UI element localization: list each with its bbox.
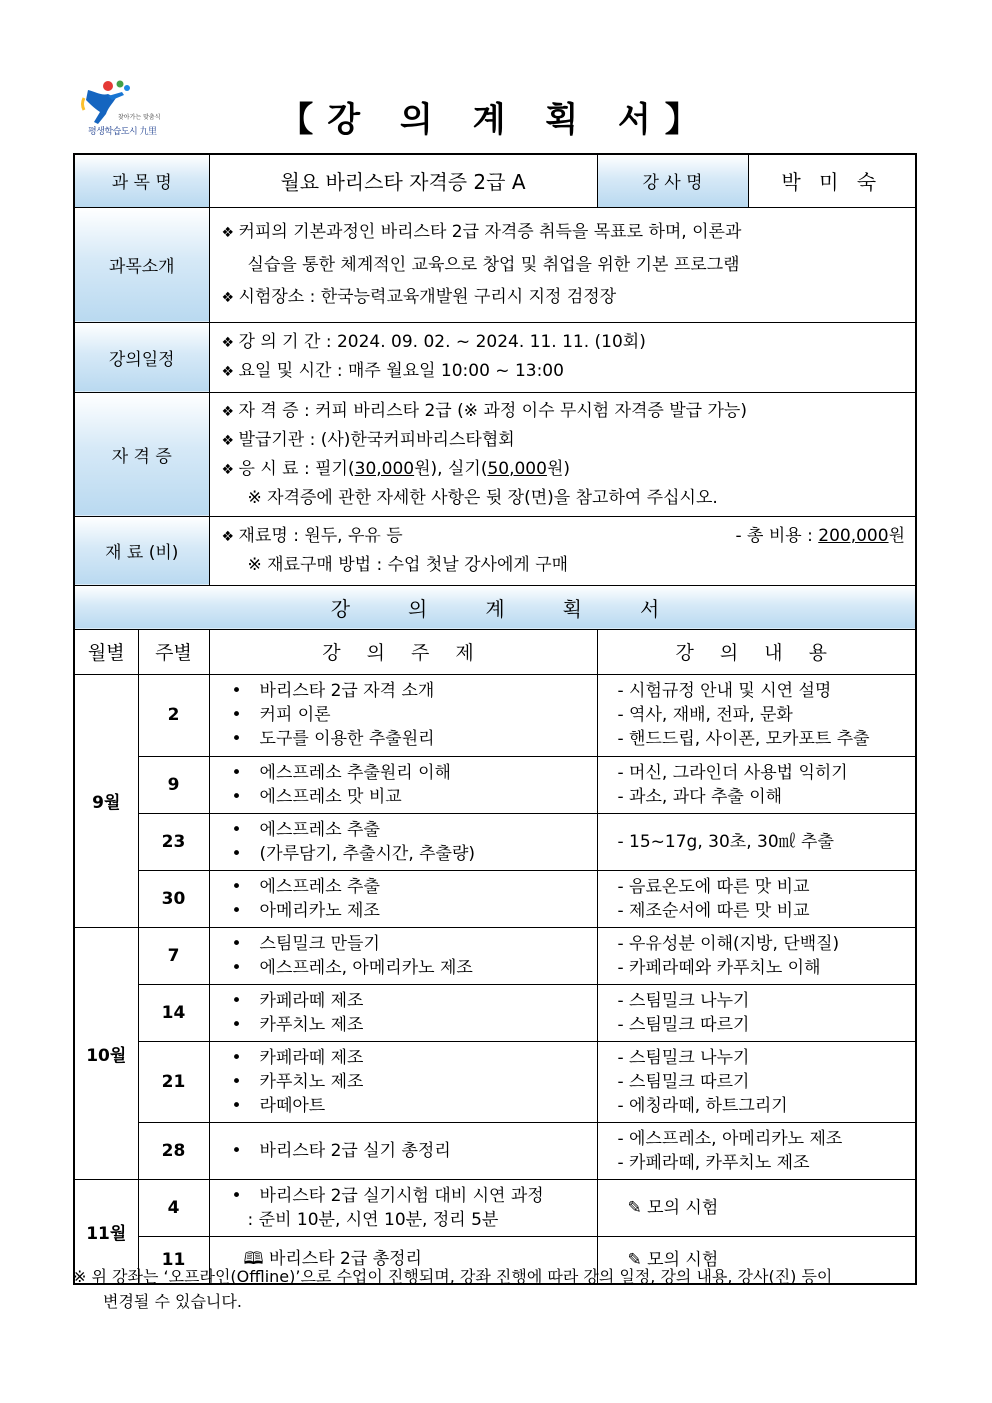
topic-item: • 카푸치노 제조 bbox=[232, 1013, 587, 1037]
content-item: - 시험규정 안내 및 시연 설명 bbox=[617, 681, 832, 701]
topic-item: • 에스프레소 추출 bbox=[232, 875, 587, 899]
topic-item: • 에스프레소 추출 bbox=[232, 818, 587, 842]
topic-item: • 에스프레소 맛 비교 bbox=[232, 785, 587, 809]
content-item: - 스팀밀크 따르기 bbox=[617, 1014, 750, 1035]
intro-line: ❖ 시험장소 : 한국능력교육개발원 구리시 지정 검정장 bbox=[222, 281, 906, 314]
plan-rows bbox=[74, 674, 916, 1284]
instructor-name: 박 미 숙 bbox=[748, 154, 916, 207]
month-cell: 9월 bbox=[74, 674, 138, 927]
content-cell bbox=[597, 756, 916, 813]
content-cell bbox=[597, 674, 916, 756]
topic-item: • 바리스타 2급 실기시험 대비 시연 과정 bbox=[232, 1184, 587, 1208]
topic-cell bbox=[209, 1122, 597, 1179]
cert-line: ❖ 발급기관 : (사)한국커피바리스타협회 bbox=[222, 426, 906, 455]
course-label: 과 목 명 bbox=[74, 154, 209, 207]
week-cell: 11 bbox=[138, 1236, 209, 1284]
content-item: - 핸드드립, 사이폰, 모카포트 추출 bbox=[617, 729, 870, 749]
cert-fee-line: ❖ 응 시 료 : 필기(30,000원), 실기(50,000원) bbox=[222, 455, 906, 484]
plan-row bbox=[74, 1122, 916, 1179]
content-item: ✎ 모의 시험 bbox=[627, 1249, 719, 1270]
week-cell: 9 bbox=[138, 756, 209, 813]
content-item: - 제조순서에 따른 맛 비교 bbox=[617, 900, 810, 921]
topic-item: 🕮 바리스타 2급 총정리 bbox=[243, 1249, 422, 1270]
topic-cell bbox=[209, 674, 597, 756]
week-cell: 28 bbox=[138, 1122, 209, 1179]
topic-cell bbox=[209, 870, 597, 927]
material-note: ※ 재료구매 방법 : 수업 첫날 강사에게 구매 bbox=[247, 555, 569, 575]
week-cell: 4 bbox=[138, 1179, 209, 1236]
content-item: - 스팀밀크 나누기 bbox=[617, 1047, 750, 1068]
instructor-label: 강 사 명 bbox=[597, 154, 748, 207]
topic-item: • (가루담기, 추출시간, 추출량) bbox=[232, 842, 587, 866]
content-item: - 카페라떼, 카푸치노 제조 bbox=[617, 1152, 810, 1173]
topic-item: • 에스프레소 추출원리 이해 bbox=[232, 761, 587, 785]
lecture-plan-table bbox=[73, 153, 917, 1285]
topic-cell bbox=[209, 756, 597, 813]
plan-title: 강의계획서 bbox=[74, 585, 916, 629]
topic-cell bbox=[209, 1041, 597, 1122]
plan-row bbox=[74, 870, 916, 927]
material-label: 재 료 (비) bbox=[74, 516, 209, 585]
week-cell: 21 bbox=[138, 1041, 209, 1122]
cert-label: 자 격 증 bbox=[74, 392, 209, 516]
intro-line: 실습을 통한 체계적인 교육으로 창업 및 취업을 위한 기본 프로그램 bbox=[247, 254, 740, 275]
topic-cell bbox=[209, 927, 597, 984]
topic-cell bbox=[209, 813, 597, 870]
content-cell bbox=[597, 1122, 916, 1179]
month-cell: 11월 bbox=[74, 1179, 138, 1284]
schedule-label: 강의일정 bbox=[74, 322, 209, 392]
content-item: ✎ 모의 시험 bbox=[627, 1197, 719, 1218]
content-item: - 우유성분 이해(지방, 단백질) bbox=[617, 933, 840, 954]
content-cell bbox=[597, 813, 916, 870]
topic-item: • 바리스타 2급 자격 소개 bbox=[232, 679, 587, 703]
material-line: ❖ 재료명 : 원두, 우유 등 bbox=[222, 522, 403, 551]
content-cell bbox=[597, 1041, 916, 1122]
topic-item: • 라떼아트 bbox=[232, 1094, 587, 1118]
intro-content bbox=[209, 207, 916, 322]
content-item: - 15~17g, 30초, 30㎖ 추출 bbox=[617, 831, 834, 852]
content-item: - 머신, 그라인더 사용법 익히기 bbox=[617, 762, 848, 783]
plan-row bbox=[74, 984, 916, 1041]
content-item: - 스팀밀크 따르기 bbox=[617, 1071, 750, 1092]
topic-item: • 바리스타 2급 실기 총정리 bbox=[232, 1139, 587, 1163]
month-cell: 10월 bbox=[74, 927, 138, 1179]
plan-row bbox=[74, 756, 916, 813]
cert-line: ❖ 자 격 증 : 커피 바리스타 2급 (※ 과정 이수 무시험 자격증 발급 가능) bbox=[222, 397, 906, 426]
content-header: 강 의 내 용 bbox=[597, 629, 916, 674]
plan-row bbox=[74, 1041, 916, 1122]
logo-tagline: 찾아가는 맞춤식 bbox=[118, 114, 161, 121]
content-item: - 과소, 과다 추출 이해 bbox=[617, 786, 783, 807]
week-cell: 2 bbox=[138, 674, 209, 756]
content-cell bbox=[597, 927, 916, 984]
schedule-line: ❖ 요일 및 시간 : 매주 월요일 10:00 ~ 13:00 bbox=[222, 357, 906, 386]
schedule-line: ❖ 강 의 기 간 : 2024. 09. 02. ~ 2024. 11. 11. (10회) bbox=[222, 328, 906, 357]
topic-item: • 카페라떼 제조 bbox=[232, 989, 587, 1013]
content-item: - 스팀밀크 나누기 bbox=[617, 990, 750, 1011]
topic-item: • 스팀밀크 만들기 bbox=[232, 932, 587, 956]
week-cell: 7 bbox=[138, 927, 209, 984]
week-cell: 23 bbox=[138, 813, 209, 870]
cert-note: ※ 자격증에 관한 자세한 사항은 뒷 장(면)을 참고하여 주십시오. bbox=[247, 487, 718, 508]
topic-cell bbox=[209, 1179, 597, 1236]
content-cell bbox=[597, 870, 916, 927]
topic-header: 강 의 주 제 bbox=[209, 629, 597, 674]
content-cell bbox=[597, 984, 916, 1041]
intro-label: 과목소개 bbox=[74, 207, 209, 322]
course-name: 월요 바리스타 자격증 2급 A bbox=[209, 154, 597, 207]
topic-item: • 카페라떼 제조 bbox=[232, 1046, 587, 1070]
topic-cell bbox=[209, 984, 597, 1041]
topic-item: • 카푸치노 제조 bbox=[232, 1070, 587, 1094]
footer-note bbox=[73, 1264, 918, 1314]
material-cost: - 총 비용 : 200,000원 bbox=[735, 526, 906, 546]
topic-item: • 커피 이론 bbox=[232, 703, 587, 727]
content-cell bbox=[597, 1179, 916, 1236]
cert-content bbox=[209, 392, 916, 516]
footer-line: 변경될 수 있습니다. bbox=[103, 1292, 242, 1311]
week-header: 주별 bbox=[138, 629, 209, 674]
topic-item: • 에스프레소, 아메리카노 제조 bbox=[232, 956, 587, 980]
plan-row bbox=[74, 927, 916, 984]
material-content bbox=[209, 516, 916, 585]
plan-row bbox=[74, 813, 916, 870]
content-item: - 음료온도에 따른 맛 비교 bbox=[617, 876, 810, 897]
logo-city: 평생학습도시 九里 bbox=[88, 127, 157, 137]
document-title: 【강 의 계 획 서】 bbox=[279, 100, 713, 140]
topic-subline: : 준비 10분, 시연 10분, 정리 5분 bbox=[247, 1209, 499, 1230]
content-item: - 역사, 재배, 전파, 문화 bbox=[617, 705, 793, 725]
plan-row bbox=[74, 674, 916, 756]
plan-row bbox=[74, 1179, 916, 1236]
content-item: - 에스프레소, 아메리카노 제조 bbox=[617, 1128, 843, 1149]
content-item: - 카페라떼와 카푸치노 이해 bbox=[617, 957, 821, 978]
topic-item: • 도구를 이용한 추출원리 bbox=[232, 727, 587, 751]
schedule-content bbox=[209, 322, 916, 392]
footer-line: ※ 위 강좌는 ‘오프라인(Offline)’으로 수업이 진행되며, 강좌 진행에 따라 강의 일정, 강의 내용, 강사(진) 등이 bbox=[73, 1267, 833, 1286]
week-cell: 30 bbox=[138, 870, 209, 927]
week-cell: 14 bbox=[138, 984, 209, 1041]
month-header: 월별 bbox=[74, 629, 138, 674]
content-item: - 에칭라떼, 하트그리기 bbox=[617, 1095, 788, 1116]
intro-line: ❖ 커피의 기본과정인 바리스타 2급 자격증 취득을 목표로 하며, 이론과 bbox=[222, 216, 906, 249]
topic-item: • 아메리카노 제조 bbox=[232, 899, 587, 923]
